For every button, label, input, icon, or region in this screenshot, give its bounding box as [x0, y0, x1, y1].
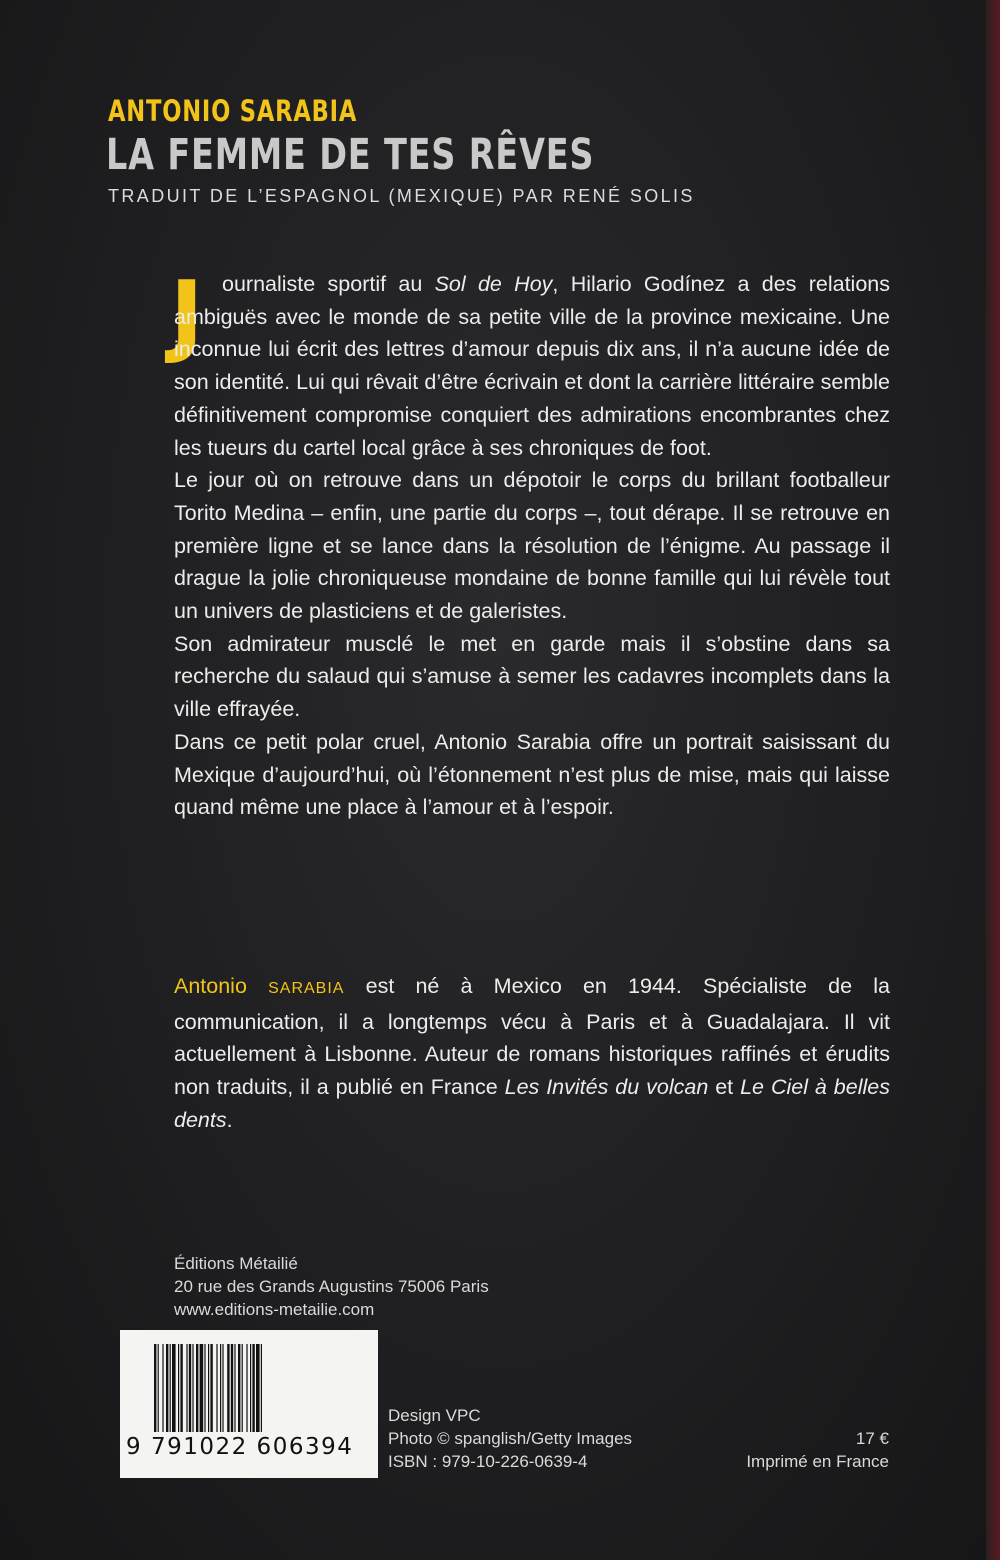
barcode-bar [227, 1344, 229, 1432]
barcode-bar [216, 1344, 217, 1432]
barcode-bars [154, 1344, 374, 1432]
author-name: ANTONIO SARABIA [108, 94, 358, 128]
price-info [746, 1427, 889, 1473]
barcode-bar [172, 1344, 176, 1432]
bio-text: est né à Mexico en 1944. Spécialiste de la communication, il a longtemps vécu à Paris et à Guadalajara. Il vit actuellement à Lisbonne. Auteur de romans historiques raffinés et érudits non traduits, il a publié en France [174, 974, 890, 1100]
bio-author-name [174, 974, 344, 998]
bio-book-title: Les Invités du volcan [504, 1075, 709, 1100]
blurb-paragraph-1 [174, 268, 890, 464]
price: 17 € [855, 1429, 889, 1448]
bio-book-title: Le Ciel à belles dents [174, 1075, 890, 1132]
isbn: ISBN : 979-10-226-0639-4 [388, 1452, 588, 1471]
barcode-bar [158, 1344, 159, 1432]
barcode-bar [246, 1344, 247, 1432]
publisher-address: 20 rue des Grands Augustins 75006 Paris [174, 1277, 489, 1296]
barcode-bar [192, 1344, 193, 1432]
bio-last-name: SARABIA [268, 980, 345, 997]
barcode-bar [208, 1344, 209, 1432]
credits [388, 1404, 632, 1473]
barcode [120, 1330, 378, 1478]
bio-first-name: Antonio [174, 974, 269, 998]
drop-cap: J [170, 262, 204, 367]
publisher-website: www.editions-metailie.com [174, 1300, 375, 1319]
barcode-bar [186, 1344, 187, 1432]
blurb-paragraph-4: Dans ce petit polar cruel, Antonio Sarabia offre un portrait saisissant du Mexique d’aujourd’hui, où l’étonnement n’est plus de mise, mais qui laisse quand même une place à l’amour et à l’espoir. [174, 729, 890, 820]
barcode-bar [178, 1344, 179, 1432]
bio-text: . [226, 1107, 233, 1132]
barcode-bar [220, 1344, 221, 1432]
barcode-bar [238, 1344, 240, 1432]
barcode-bar [170, 1344, 171, 1432]
barcode-bar [242, 1344, 243, 1432]
author-bio [174, 970, 890, 1137]
barcode-bar [234, 1344, 235, 1432]
barcode-bar [210, 1344, 212, 1432]
barcode-bar [180, 1344, 182, 1432]
barcode-bar [204, 1344, 205, 1432]
barcode-bar [166, 1344, 168, 1432]
cover-edge [986, 0, 1000, 1560]
barcode-bar [162, 1344, 163, 1432]
barcode-bar [261, 1344, 262, 1432]
blurb-text: , Hilario Godínez a des relations ambiguës avec le monde de sa petite ville de la province mexicaine. Une inconnue lui écrit des lettres d’amour depuis dix ans, il n’a aucune idée de son identité. Lui qui rêvait d’être écrivain et dont la carrière littéraire semble définitivement compromise conquiert des admirations encombrantes chez les tueurs du cartel local grâce à ses chroniques de foot. [174, 272, 890, 460]
printed-in: Imprimé en France [746, 1452, 889, 1471]
barcode-bar [256, 1344, 260, 1432]
barcode-digits: 9 791022 606394 [126, 1434, 354, 1460]
newspaper-name: Sol de Hoy [434, 272, 553, 296]
barcode-bar [250, 1344, 251, 1432]
blurb-text: ournaliste sportif au [222, 272, 435, 296]
photo-credit: Photo © spanglish/Getty Images [388, 1429, 633, 1448]
publisher-name: Éditions Métailié [174, 1254, 298, 1273]
blurb [174, 268, 890, 824]
book-title: LA FEMME DE TES RÊVES [106, 130, 595, 180]
barcode-bar [154, 1344, 156, 1432]
barcode-bar [196, 1344, 198, 1432]
bio-text: et [708, 1075, 741, 1100]
barcode-bar [222, 1344, 223, 1432]
design-credit: Design VPC [388, 1406, 481, 1425]
translator-credit: TRADUIT DE L’ESPAGNOL (MEXIQUE) PAR RENÉ SOLIS [108, 186, 695, 206]
blurb-paragraph-2: Le jour où on retrouve dans un dépotoir le corps du brillant footballeur Torito Medina – enfin, une partie du corps –, tout dérape. Il se retrouve en première ligne et se lance dans la résolution de l’énigme. Au passage il drague la jolie chroniqueuse mondaine de bonne famille qui lui révèle tout un univers de plasticiens et de galeristes. [174, 468, 890, 624]
barcode-bar [200, 1344, 204, 1432]
barcode-bar [189, 1344, 191, 1432]
barcode-bar [252, 1344, 254, 1432]
blurb-paragraph-3: Son admirateur musclé le met en garde mais il s’obstine dans sa recherche du salaud qui s’amuse à semer les cadavres incomplets dans la ville effrayée. [174, 631, 890, 722]
barcode-bar [231, 1344, 233, 1432]
publisher-info [174, 1252, 489, 1321]
